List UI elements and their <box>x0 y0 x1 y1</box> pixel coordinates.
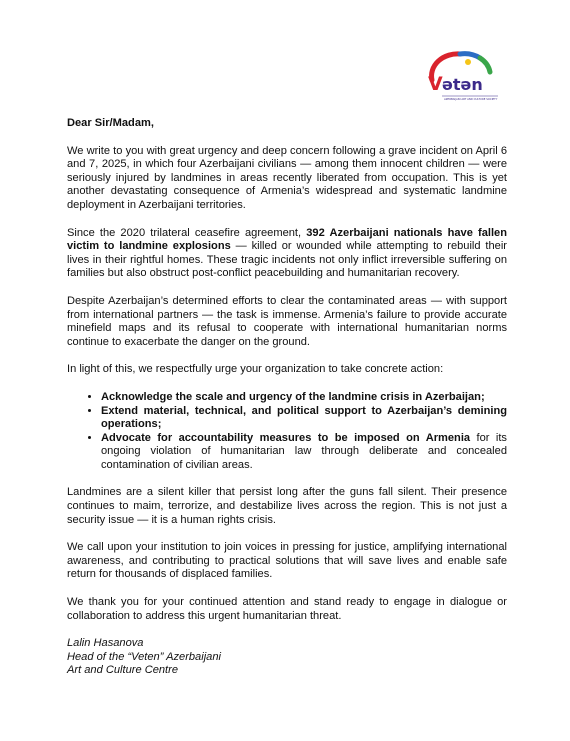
statistics-rest: — killed or wounded while attempting to rebuild their lives in their rightful homes. These tragic incidents not only inflict irreversible suffering on families but also obstruct post-conflict peacebuilding and humanitarian recovery. <box>67 240 507 280</box>
signature-org: Art and Culture Centre <box>67 664 178 677</box>
signature-block <box>67 637 507 678</box>
paragraph-demining: Despite Azerbaijan’s determined efforts to clear the contaminated areas — with support from international partners — the task is immense. Armenia’s failure to provide accurate minefield maps and its refusal to cooperate with international humanitarian norms continue to exacerbate the danger on the ground. <box>67 294 507 348</box>
action-item-acknowledge: • Acknowledge the scale and urgency of the landmine crisis in Azerbaijan; <box>101 391 507 405</box>
logo-wordmark-rest: ətən <box>442 75 483 94</box>
accountability-bold: Advocate for accountability measures to be imposed on Armenia <box>101 431 471 444</box>
signature-name: Lalin Hasanova <box>67 637 144 650</box>
paragraph-call: We call upon your institution to join voices in pressing for justice, amplifying international awareness, and contributing to practical solutions that will save lives and enable safe return for thousands of displaced families. <box>67 541 507 581</box>
paragraph-landmines: Landmines are a silent killer that persist long after the guns fall silent. Their presence continues to maim, terrorize, and destabilize lives across the region. This is not just a security issue — it is a human rights crisis. <box>67 486 507 526</box>
action-item-accountability <box>101 432 507 473</box>
statistics-lead: Since the 2020 trilateral ceasefire agreement, <box>67 226 307 239</box>
paragraph-thanks: We thank you for your continued attention and stand ready to engage in dialogue or collaboration to address this urgent humanitarian threat. <box>67 596 507 622</box>
paragraph-request: In light of this, we respectfully urge your organization to take concrete action: <box>67 363 444 376</box>
salutation: Dear Sir/Madam, <box>67 117 154 129</box>
paragraph-statistics <box>67 227 507 281</box>
paragraph-incident: We write to you with great urgency and deep concern following a grave incident on April 6 and 7, 2025, in which four Azerbaijani civilians — among them innocent children — were seriously injured by landmines in areas recently liberated from occupation. This is yet another devastating consequence of Armenia’s widespread and systematic landmine deployment in Azerbaijani territories. <box>67 144 507 211</box>
veten-logo <box>420 44 502 108</box>
signature-title: Head of the “Veten” Azerbaijani <box>67 650 221 663</box>
statistics-highlight: 392 Azerbaijani nationals have fallen victim to landmine explosions <box>67 226 507 253</box>
svg-text:V: V <box>428 73 443 95</box>
veten-logo-graphic <box>420 44 502 108</box>
action-item-support: • Extend material, technical, and political support to Azerbaijan’s demining operations; <box>101 405 507 432</box>
logo-tagline: AZERBAIJANI ART AND CULTURE SOCIETY <box>444 98 498 101</box>
action-list <box>67 391 507 473</box>
letter-body <box>67 117 507 678</box>
accountability-rest: for its ongoing violation of humanitarian law through deliberate and concealed contamination of civilian areas. <box>101 431 507 471</box>
